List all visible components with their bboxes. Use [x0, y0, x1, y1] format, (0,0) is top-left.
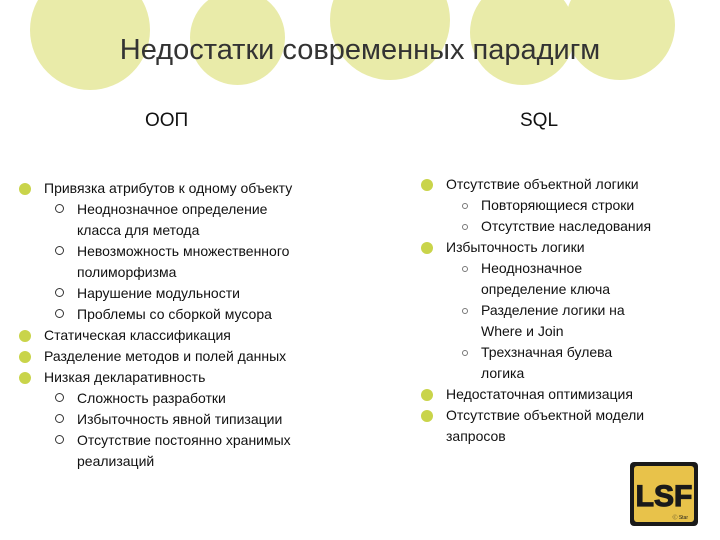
- right-list-item: [481, 258, 686, 300]
- sub-bullet-icon: [462, 224, 468, 230]
- svg-text:Ⓒ Star: Ⓒ Star: [672, 515, 688, 521]
- right-list-item-text: Отсутствие наследования: [481, 218, 652, 234]
- left-list-item: [77, 241, 354, 283]
- sub-bullet-icon: [462, 266, 468, 272]
- right-list-item-text: Недостаточная оптимизация: [446, 386, 633, 402]
- right-list-item: [446, 174, 686, 195]
- bullet-icon: [421, 410, 433, 422]
- slide-title: Недостатки современных парадигм: [119, 34, 601, 66]
- left-list-item-text: класса для метода: [77, 222, 200, 238]
- left-list-item-text: Избыточность явной типизации: [77, 411, 283, 427]
- left-list-item: [77, 199, 354, 241]
- sub-bullet-icon: [55, 288, 64, 297]
- right-list-item-text: Разделение логики на: [481, 302, 625, 318]
- bullet-icon: [19, 372, 31, 384]
- bullet-icon: [421, 242, 433, 254]
- right-list-item-text: запросов: [446, 428, 506, 444]
- right-list-item: [481, 342, 686, 384]
- right-list-item: [481, 300, 686, 342]
- logo-text: LSF: [635, 480, 693, 513]
- left-list-item-text: полиморфизма: [77, 264, 177, 280]
- sub-bullet-icon: [55, 246, 64, 255]
- lsf-logo: [630, 462, 698, 526]
- right-list-item-text: Отсутствие объектной модели: [446, 407, 645, 423]
- left-list-item-text: Разделение методов и полей данных: [44, 348, 287, 364]
- left-list-item: [77, 388, 354, 409]
- right-list-item-text: Where и Join: [481, 323, 564, 339]
- left-list-item: [77, 430, 354, 472]
- right-list-item-text: Повторяющиеся строки: [481, 197, 635, 213]
- right-list-item-text: Неоднозначное: [481, 260, 583, 276]
- left-list-item-text: Неоднозначное определение: [77, 201, 268, 217]
- bullet-icon: [19, 183, 31, 195]
- right-list-item-text: Избыточность логики: [446, 239, 585, 255]
- right-list-item: [446, 237, 686, 258]
- left-list-item: [77, 304, 354, 325]
- left-list-item: [44, 367, 354, 388]
- sub-bullet-icon: [55, 204, 64, 213]
- left-list-item-text: Отсутствие постоянно хранимых: [77, 432, 291, 448]
- right-list-item: [446, 405, 686, 447]
- left-column-header: ООП: [145, 110, 189, 131]
- left-list-item-text: Привязка атрибутов к одному объекту: [44, 180, 293, 196]
- right-list-item-text: логика: [481, 365, 525, 381]
- sub-bullet-icon: [462, 203, 468, 209]
- bullet-icon: [19, 351, 31, 363]
- left-list-item-text: Сложность разработки: [77, 390, 226, 406]
- left-list-item: [44, 325, 354, 346]
- left-list-item-text: Нарушение модульности: [77, 285, 240, 301]
- right-list-item: [446, 384, 686, 405]
- right-list-item-text: Трехзначная булева: [481, 344, 613, 360]
- left-bullet-list: [44, 178, 354, 472]
- left-list-item-text: Низкая декларативность: [44, 369, 206, 385]
- bullet-icon: [421, 179, 433, 191]
- left-list-item: [77, 409, 354, 430]
- sub-bullet-icon: [55, 393, 64, 402]
- sub-bullet-icon: [55, 414, 64, 423]
- bullet-icon: [421, 389, 433, 401]
- left-list-item-text: Статическая классификация: [44, 327, 231, 343]
- sub-bullet-icon: [55, 309, 64, 318]
- left-list-item-text: реализаций: [77, 453, 155, 469]
- sub-bullet-icon: [462, 350, 468, 356]
- right-list-item-text: определение ключа: [481, 281, 611, 297]
- left-list-item: [44, 178, 354, 199]
- left-list-item-text: Проблемы со сборкой мусора: [77, 306, 272, 322]
- left-list-item-text: Невозможность множественного: [77, 243, 290, 259]
- left-list-item: [44, 346, 354, 367]
- right-list-item-text: Отсутствие объектной логики: [446, 176, 639, 192]
- sub-bullet-icon: [462, 308, 468, 314]
- right-list-item: [481, 216, 686, 237]
- sub-bullet-icon: [55, 435, 64, 444]
- right-list-item: [481, 195, 686, 216]
- bullet-icon: [19, 330, 31, 342]
- right-bullet-list: [446, 174, 686, 447]
- right-column-header: SQL: [520, 110, 559, 131]
- left-list-item: [77, 283, 354, 304]
